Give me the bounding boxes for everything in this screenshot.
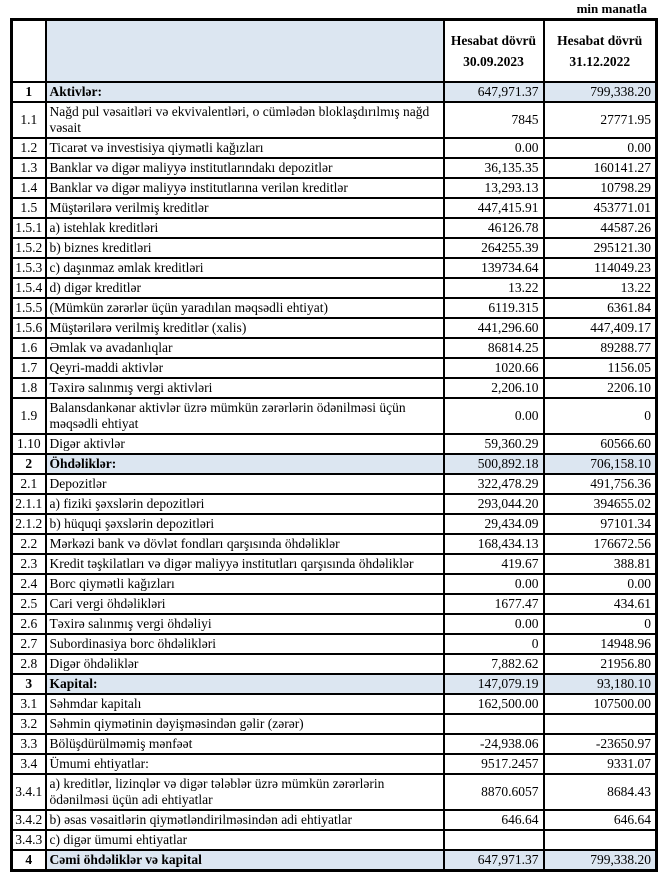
table-row <box>12 810 657 830</box>
table-row <box>12 534 657 554</box>
row-number-cell: 4 <box>12 850 46 871</box>
value-2023-cell: 2,206.10 <box>444 378 544 398</box>
value-2023-cell: 0.00 <box>444 614 544 634</box>
row-label-cell: c) daşınmaz əmlak kreditləri <box>46 258 444 278</box>
row-number-cell: 1.5.2 <box>12 238 46 258</box>
row-label-cell: Cari vergi öhdəlikləri <box>46 594 444 614</box>
row-number-cell: 1.8 <box>12 378 46 398</box>
table-row <box>12 398 657 434</box>
header-number-cell <box>12 20 46 83</box>
value-2023-cell: 7,882.62 <box>444 654 544 674</box>
value-2022-cell: 447,409.17 <box>544 318 657 338</box>
value-2023-cell: 646.64 <box>444 810 544 830</box>
row-number-cell: 2.1 <box>12 474 46 494</box>
value-2022-cell: 799,338.20 <box>544 850 657 871</box>
header-period-2023-cell <box>444 20 544 83</box>
table-row <box>12 378 657 398</box>
table-row <box>12 338 657 358</box>
value-2022-cell: 114049.23 <box>544 258 657 278</box>
value-2022-cell: 107500.00 <box>544 694 657 714</box>
table-row <box>12 198 657 218</box>
value-2022-cell: 491,756.36 <box>544 474 657 494</box>
row-label-cell: b) biznes kreditləri <box>46 238 444 258</box>
value-2023-cell: 322,478.29 <box>444 474 544 494</box>
table-row <box>12 850 657 871</box>
value-2023-cell: 647,971.37 <box>444 850 544 871</box>
value-2022-cell: 44587.26 <box>544 218 657 238</box>
row-number-cell: 1.2 <box>12 138 46 158</box>
value-2023-cell: 0.00 <box>444 138 544 158</box>
table-row <box>12 454 657 474</box>
value-2022-cell: 21956.80 <box>544 654 657 674</box>
value-2022-cell: 13.22 <box>544 278 657 298</box>
row-number-cell: 3.1 <box>12 694 46 714</box>
table-row <box>12 102 657 138</box>
table-row <box>12 238 657 258</box>
row-label-cell: Digər öhdəliklər <box>46 654 444 674</box>
value-2023-cell: 0.00 <box>444 574 544 594</box>
row-number-cell: 2.5 <box>12 594 46 614</box>
row-label-cell: (Mümkün zərərlər üçün yaradılan məqsədli ehtiyat) <box>46 298 444 318</box>
table-row <box>12 694 657 714</box>
table-row <box>12 654 657 674</box>
value-2022-cell: 27771.95 <box>544 102 657 138</box>
row-label-cell: Ticarət və investisiya qiymətli kağızları <box>46 138 444 158</box>
row-label-cell: Digər aktivlər <box>46 434 444 454</box>
value-2023-cell: 6119.315 <box>444 298 544 318</box>
row-number-cell: 1.1 <box>12 102 46 138</box>
value-2022-cell: 97101.34 <box>544 514 657 534</box>
header-period-2022-cell <box>544 20 657 83</box>
period-2022-title: Hesabat dövrü <box>557 33 643 48</box>
table-row <box>12 158 657 178</box>
row-label-cell: Balansdankənar aktivlər üzrə mümkün zərərlərin ödənilməsi üçün məqsədli ehtiyat <box>46 398 444 434</box>
value-2023-cell <box>444 714 544 734</box>
table-row <box>12 138 657 158</box>
row-label-cell: Ümumi ehtiyatlar: <box>46 754 444 774</box>
value-2022-cell: 0 <box>544 398 657 434</box>
header-row <box>12 20 657 83</box>
row-label-cell: Qeyri-maddi aktivlər <box>46 358 444 378</box>
value-2023-cell: 500,892.18 <box>444 454 544 474</box>
value-2022-cell: 93,180.10 <box>544 674 657 694</box>
row-number-cell: 3 <box>12 674 46 694</box>
table-row <box>12 830 657 850</box>
value-2023-cell: 8870.6057 <box>444 774 544 810</box>
row-label-cell: Cəmi öhdəliklər və kapital <box>46 850 444 871</box>
value-2023-cell: 1677.47 <box>444 594 544 614</box>
row-number-cell: 1.9 <box>12 398 46 434</box>
table-row <box>12 358 657 378</box>
value-2022-cell: 1156.05 <box>544 358 657 378</box>
value-2022-cell: 799,338.20 <box>544 82 657 102</box>
value-2023-cell: 86814.25 <box>444 338 544 358</box>
value-2023-cell: 29,434.09 <box>444 514 544 534</box>
row-label-cell: Kredit təşkilatları və digər maliyyə institutları qarşısında öhdəliklər <box>46 554 444 574</box>
value-2023-cell: 36,135.35 <box>444 158 544 178</box>
period-2023-title: Hesabat dövrü <box>450 33 537 48</box>
table-row <box>12 734 657 754</box>
value-2023-cell: 0 <box>444 634 544 654</box>
value-2023-cell: 1020.66 <box>444 358 544 378</box>
row-number-cell: 2.8 <box>12 654 46 674</box>
table-row <box>12 298 657 318</box>
row-label-cell: Aktivlər: <box>46 82 444 102</box>
balance-sheet-table <box>10 18 658 872</box>
value-2022-cell: 646.64 <box>544 810 657 830</box>
value-2022-cell: 89288.77 <box>544 338 657 358</box>
row-label-cell: a) kreditlər, lizinqlər və digər tələblər üzrə mümkün zərərlərin ödənilməsi üçün adi ehtiyatlar <box>46 774 444 810</box>
value-2022-cell: 8684.43 <box>544 774 657 810</box>
row-label-cell: Öhdəliklər: <box>46 454 444 474</box>
row-number-cell: 1.4 <box>12 178 46 198</box>
value-2022-cell: 2206.10 <box>544 378 657 398</box>
value-2023-cell: 147,079.19 <box>444 674 544 694</box>
row-number-cell: 1.10 <box>12 434 46 454</box>
table-row <box>12 674 657 694</box>
row-label-cell: Müştərilərə verilmiş kreditlər <box>46 198 444 218</box>
row-label-cell: b) əsas vəsaitlərin qiymətləndirilməsindən adi ehtiyatlar <box>46 810 444 830</box>
period-2022-date: 31.12.2022 <box>569 54 631 69</box>
table-row <box>12 714 657 734</box>
value-2023-cell: 9517.2457 <box>444 754 544 774</box>
row-number-cell: 1 <box>12 82 46 102</box>
row-number-cell: 1.5.5 <box>12 298 46 318</box>
row-label-cell: Səhmin qiymətinin dəyişməsindən gəlir (zərər) <box>46 714 444 734</box>
row-number-cell: 2.1.2 <box>12 514 46 534</box>
row-label-cell: c) digər ümumi ehtiyatlar <box>46 830 444 850</box>
value-2023-cell: 168,434.13 <box>444 534 544 554</box>
value-2022-cell: 60566.60 <box>544 434 657 454</box>
value-2023-cell: 293,044.20 <box>444 494 544 514</box>
table-header <box>12 20 657 83</box>
row-number-cell: 1.5.6 <box>12 318 46 338</box>
value-2022-cell: 394655.02 <box>544 494 657 514</box>
value-2022-cell: 706,158.10 <box>544 454 657 474</box>
row-number-cell: 1.3 <box>12 158 46 178</box>
row-number-cell: 2 <box>12 454 46 474</box>
row-number-cell: 2.3 <box>12 554 46 574</box>
row-number-cell: 1.5.4 <box>12 278 46 298</box>
row-number-cell: 2.4 <box>12 574 46 594</box>
value-2023-cell: 59,360.29 <box>444 434 544 454</box>
value-2023-cell: -24,938.06 <box>444 734 544 754</box>
row-number-cell: 2.1.1 <box>12 494 46 514</box>
table-row <box>12 514 657 534</box>
row-label-cell: Əmlak və avadanlıqlar <box>46 338 444 358</box>
value-2022-cell <box>544 714 657 734</box>
value-2023-cell: 447,415.91 <box>444 198 544 218</box>
value-2022-cell: 10798.29 <box>544 178 657 198</box>
row-label-cell: Nağd pul vəsaitləri və ekvivalentləri, o cümlədən bloklaşdırılmış nağd vəsait <box>46 102 444 138</box>
row-number-cell: 1.7 <box>12 358 46 378</box>
row-label-cell: Banklar və digər maliyyə institutlarına verilən kreditlər <box>46 178 444 198</box>
value-2022-cell: 388.81 <box>544 554 657 574</box>
row-number-cell: 2.6 <box>12 614 46 634</box>
table-row <box>12 614 657 634</box>
table-row <box>12 594 657 614</box>
row-number-cell: 3.4 <box>12 754 46 774</box>
value-2023-cell: 46126.78 <box>444 218 544 238</box>
table-row <box>12 474 657 494</box>
value-2023-cell: 162,500.00 <box>444 694 544 714</box>
table-row <box>12 494 657 514</box>
row-label-cell: Bölüşdürülməmiş mənfəət <box>46 734 444 754</box>
row-number-cell: 2.2 <box>12 534 46 554</box>
value-2022-cell: 0 <box>544 614 657 634</box>
table-body <box>12 82 657 871</box>
row-number-cell: 3.3 <box>12 734 46 754</box>
header-description-cell <box>46 20 444 83</box>
value-2023-cell: 647,971.37 <box>444 82 544 102</box>
row-number-cell: 3.4.1 <box>12 774 46 810</box>
table-row <box>12 82 657 102</box>
row-label-cell: Müştərilərə verilmiş kreditlər (xalis) <box>46 318 444 338</box>
row-label-cell: d) digər kreditlər <box>46 278 444 298</box>
value-2022-cell: 176672.56 <box>544 534 657 554</box>
value-2023-cell: 139734.64 <box>444 258 544 278</box>
row-label-cell: Banklar və digər maliyyə institutlarındakı depozitlər <box>46 158 444 178</box>
value-2022-cell: 0.00 <box>544 138 657 158</box>
table-row <box>12 178 657 198</box>
value-2023-cell: 13,293.13 <box>444 178 544 198</box>
value-2023-cell: 13.22 <box>444 278 544 298</box>
row-label-cell: a) fiziki şəxslərin depozitləri <box>46 494 444 514</box>
unit-label: min manatla <box>576 1 647 16</box>
table-row <box>12 218 657 238</box>
value-2022-cell: 9331.07 <box>544 754 657 774</box>
value-2022-cell <box>544 830 657 850</box>
table-row <box>12 554 657 574</box>
value-2023-cell: 419.67 <box>444 554 544 574</box>
value-2022-cell: 434.61 <box>544 594 657 614</box>
row-number-cell: 1.5 <box>12 198 46 218</box>
row-label-cell: Borc qiymətli kağızları <box>46 574 444 594</box>
value-2022-cell: 295121.30 <box>544 238 657 258</box>
value-2022-cell: -23650.97 <box>544 734 657 754</box>
row-number-cell: 3.4.2 <box>12 810 46 830</box>
table-row <box>12 574 657 594</box>
value-2023-cell: 441,296.60 <box>444 318 544 338</box>
value-2022-cell: 0.00 <box>544 574 657 594</box>
value-2022-cell: 160141.27 <box>544 158 657 178</box>
value-2023-cell: 7845 <box>444 102 544 138</box>
table-row <box>12 278 657 298</box>
value-2023-cell <box>444 830 544 850</box>
table-row <box>12 318 657 338</box>
table-row <box>12 634 657 654</box>
period-2023-date: 30.09.2023 <box>463 54 524 69</box>
row-label-cell: Təxirə salınmış vergi aktivləri <box>46 378 444 398</box>
row-label-cell: Depozitlər <box>46 474 444 494</box>
row-number-cell: 3.2 <box>12 714 46 734</box>
row-label-cell: Təxirə salınmış vergi öhdəliyi <box>46 614 444 634</box>
value-2022-cell: 6361.84 <box>544 298 657 318</box>
row-number-cell: 3.4.3 <box>12 830 46 850</box>
row-label-cell: Kapital: <box>46 674 444 694</box>
value-2022-cell: 14948.96 <box>544 634 657 654</box>
row-number-cell: 1.5.3 <box>12 258 46 278</box>
table-row <box>12 754 657 774</box>
row-label-cell: Subordinasiya borc öhdəlikləri <box>46 634 444 654</box>
row-number-cell: 1.6 <box>12 338 46 358</box>
value-2023-cell: 264255.39 <box>444 238 544 258</box>
table-row <box>12 774 657 810</box>
row-number-cell: 2.7 <box>12 634 46 654</box>
row-number-cell: 1.5.1 <box>12 218 46 238</box>
row-label-cell: b) hüquqi şəxslərin depozitləri <box>46 514 444 534</box>
value-2022-cell: 453771.01 <box>544 198 657 218</box>
row-label-cell: a) istehlak kreditləri <box>46 218 444 238</box>
row-label-cell: Mərkəzi bank və dövlət fondları qarşısında öhdəliklər <box>46 534 444 554</box>
table-row <box>12 258 657 278</box>
row-label-cell: Səhmdar kapitalı <box>46 694 444 714</box>
table-row <box>12 434 657 454</box>
value-2023-cell: 0.00 <box>444 398 544 434</box>
